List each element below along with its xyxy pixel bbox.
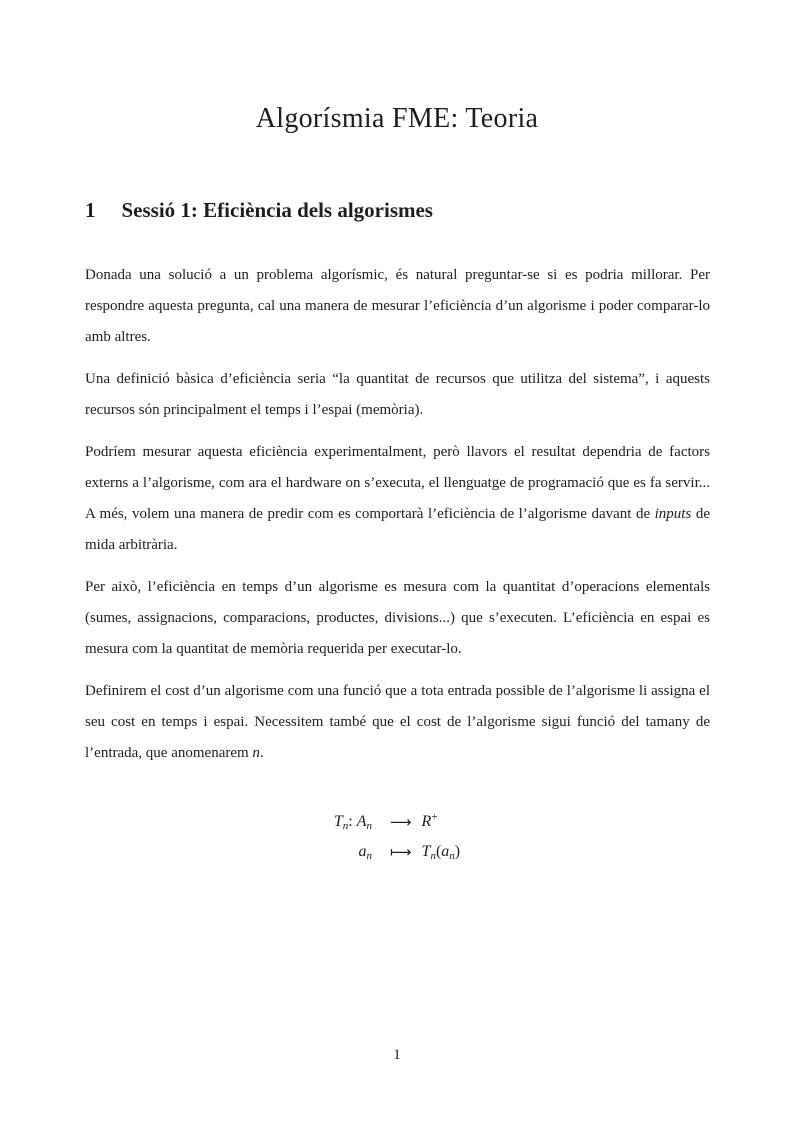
text-segment: + <box>431 811 438 823</box>
text-segment: a <box>358 843 367 860</box>
page-number: 1 <box>393 1047 401 1063</box>
text-segment: n <box>366 820 373 832</box>
text-segment: ( <box>435 843 442 860</box>
text-segment: Donada una solució a un problema algorísmic, és natural preguntar-se si es podria millorar. Per respondre aquesta pregunta, cal una manera de mesurar l’eficiència d’un algorisme i poder comparar-lo amb altres. <box>85 267 710 345</box>
text-segment: . <box>259 745 264 761</box>
text-segment: T <box>421 843 431 860</box>
math-left-expression <box>334 813 390 831</box>
paragraph <box>85 260 710 353</box>
paragraph <box>85 572 710 665</box>
text-segment: n <box>252 745 260 761</box>
paragraph <box>85 676 710 769</box>
text-segment: : <box>348 813 357 830</box>
text-segment: a <box>441 843 450 860</box>
text-segment: ) <box>454 843 461 860</box>
maps-to-arrow-icon: ⟼ <box>390 843 412 861</box>
math-right-expression <box>422 843 461 861</box>
text-segment: n <box>449 850 455 862</box>
paragraph <box>85 364 710 426</box>
text-segment: R <box>421 813 432 830</box>
text-segment: n <box>342 820 349 832</box>
text-segment: inputs <box>654 506 692 522</box>
text-segment: Definirem el cost d’un algorisme com una funció que a tota entrada possible de l’algorisme li assigna el seu cost en temps i espai. Necessitem també que el cost de l’algorisme sigui funció del tamany de l’entrada, que anomenarem <box>85 683 710 761</box>
text-segment: A <box>356 813 367 830</box>
math-right-expression <box>422 813 461 831</box>
text-segment: T <box>333 813 343 830</box>
section-title: Sessió 1: Eficiència dels algorismes <box>121 198 433 222</box>
text-segment: Per això, l’eficiència en temps d’un algorisme es mesura com la quantitat d’operacions elementals (sumes, assignacions, comparacions, productes, divisions...) que s’executen. L’eficiència en espai es mesura com la quantitat de memòria requerida per executar-lo. <box>85 579 710 657</box>
text-segment: de mida arbitrària. <box>85 506 710 553</box>
math-left-expression <box>334 843 390 861</box>
document-title: Algorísmia FME: Teoria <box>255 103 539 134</box>
paragraph <box>85 437 710 561</box>
text-segment: Una definició bàsica d’eficiència seria “la quantitat de recursos que utilitza del sistema”, i aquests recursos són principalment el temps i l’espai (memòria). <box>85 371 710 418</box>
text-segment: n <box>430 850 436 862</box>
long-right-arrow-icon: ⟶ <box>390 813 412 831</box>
text-segment: Podríem mesurar aquesta eficiència experimentalment, però llavors el resultat dependria de factors externs a l’algorisme, com ara el hardware on s’executa, el llenguatge de programació que es fa servir... A més, volem una manera de predir com es comportarà l’eficiència de l’algorisme davant de <box>85 444 710 522</box>
section-heading <box>85 198 710 223</box>
math-block <box>334 813 460 861</box>
section-number: 1 <box>85 198 96 222</box>
text-segment: n <box>366 850 373 862</box>
document-body <box>85 260 710 769</box>
